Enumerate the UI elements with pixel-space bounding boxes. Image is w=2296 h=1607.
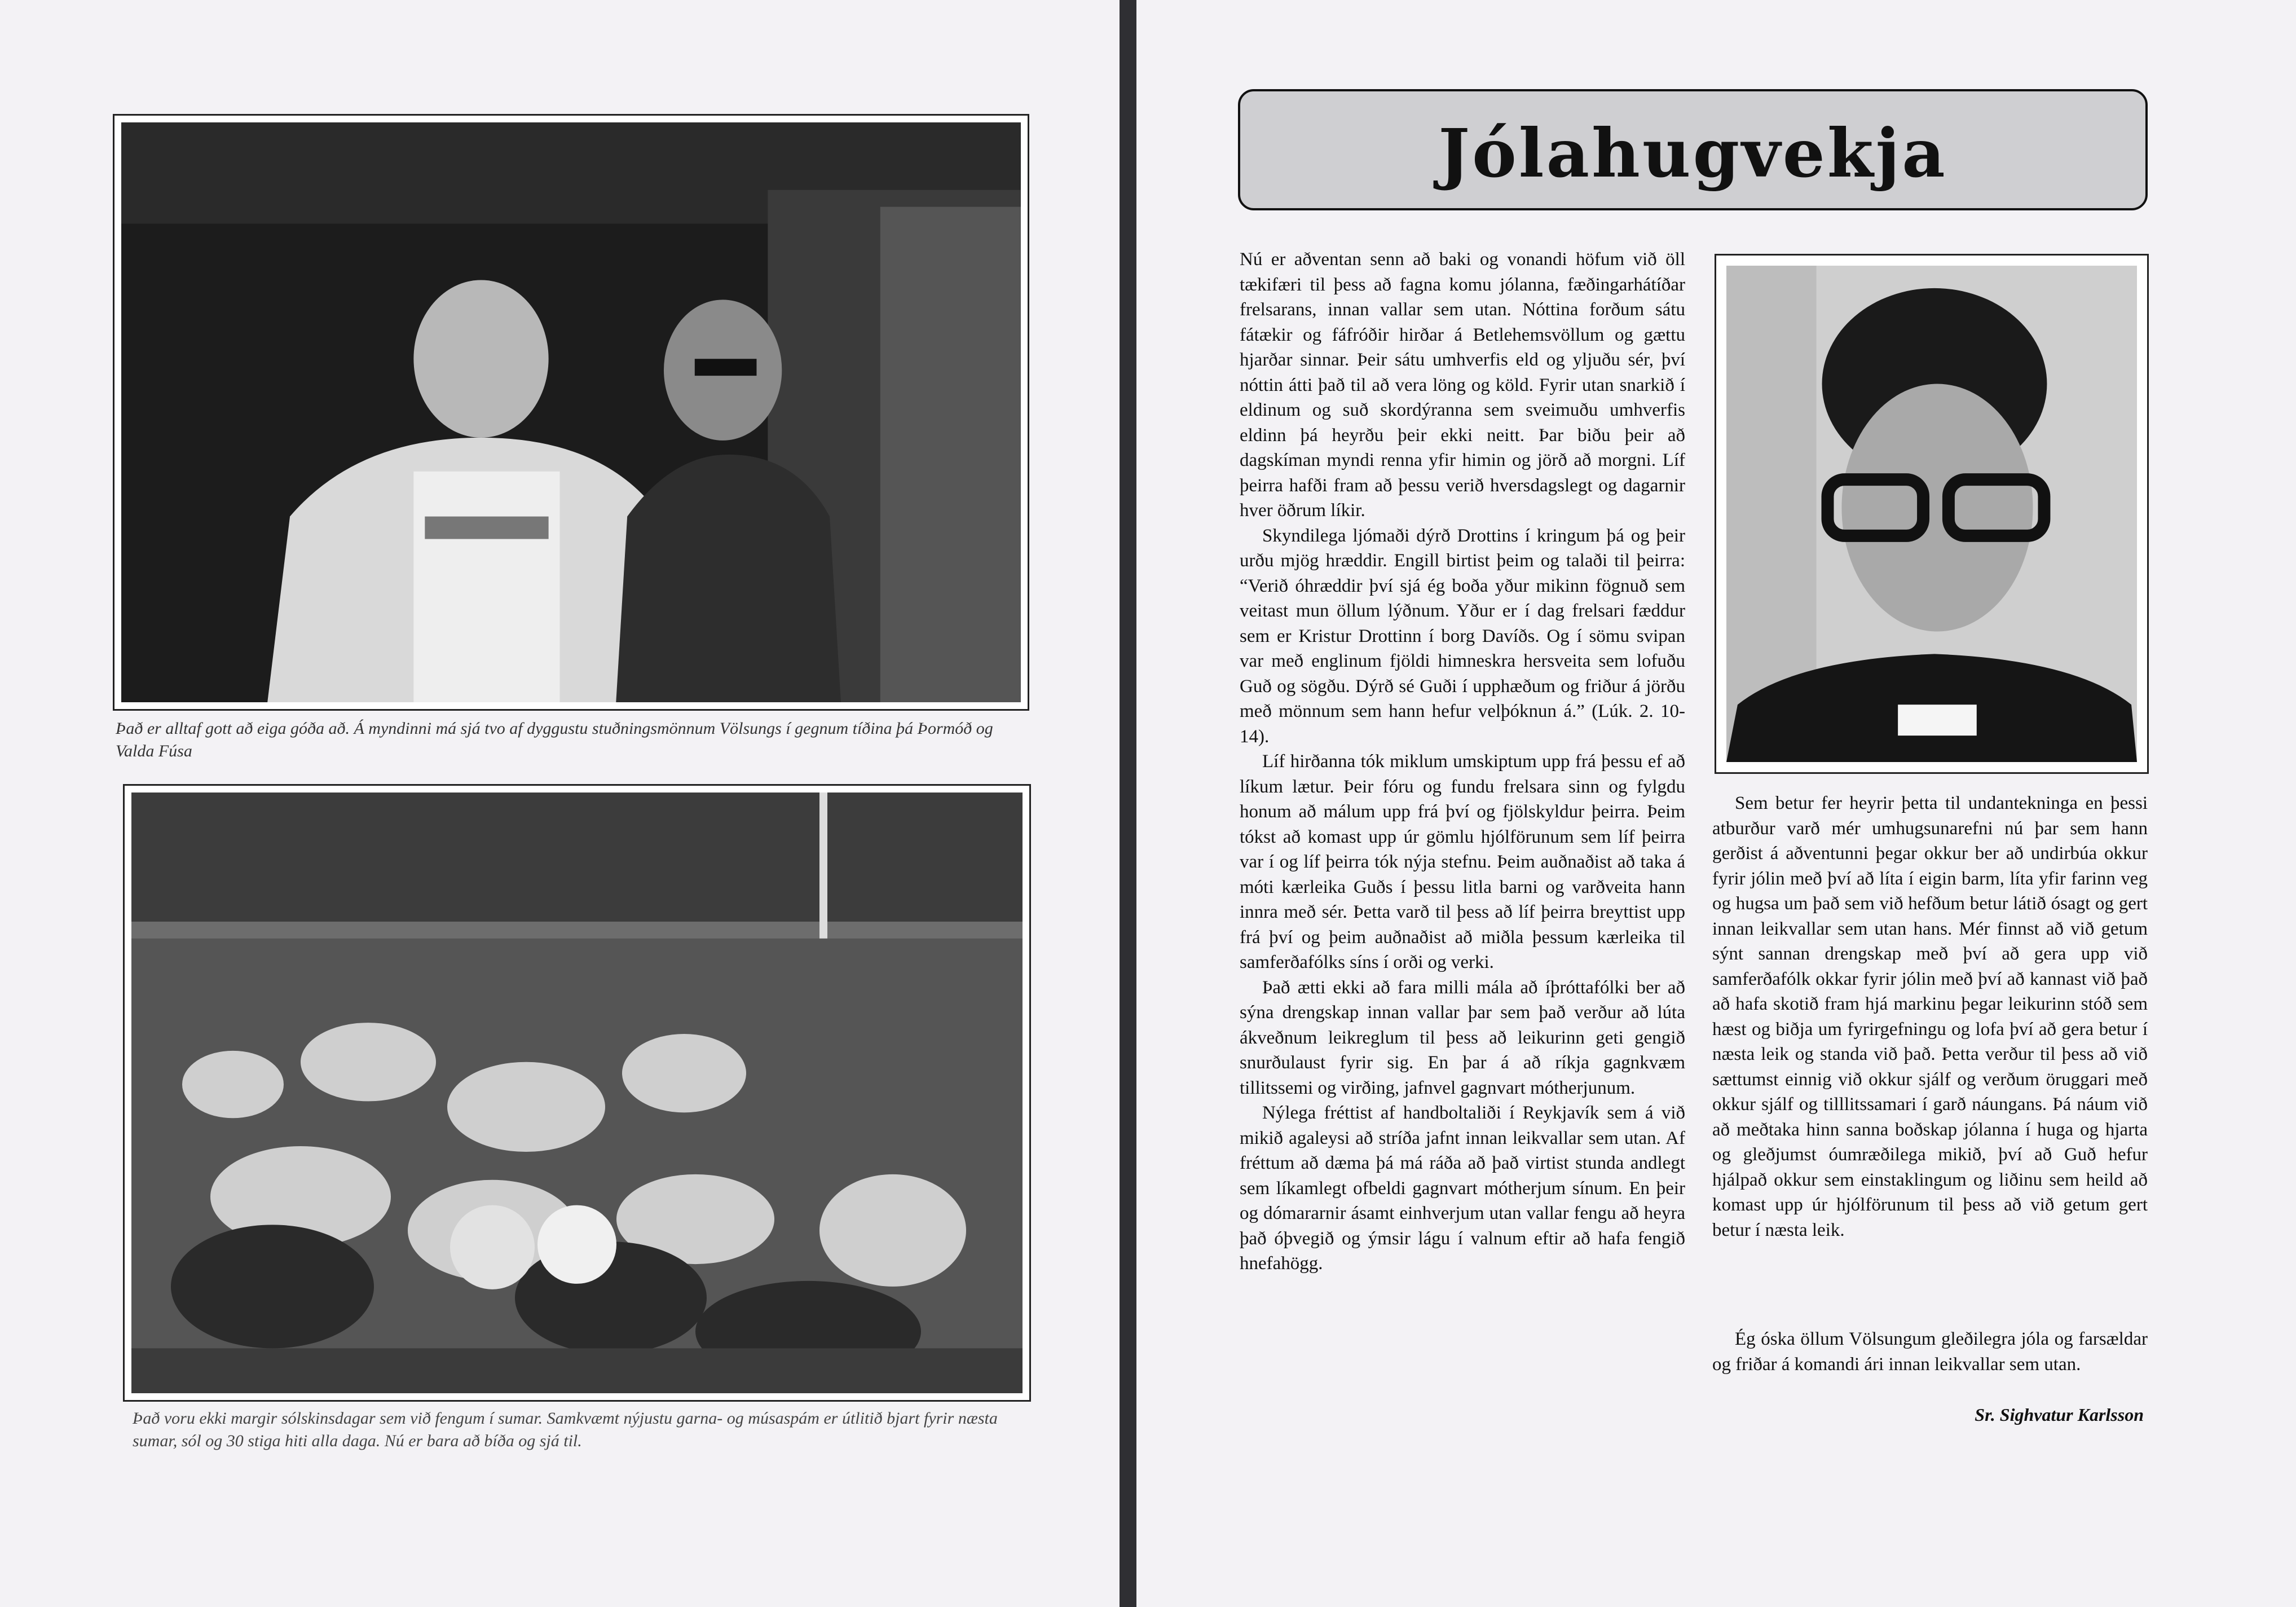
paragraph: Nú er aðventan senn að baki og vonandi höfum við öll tækifæri til þess að fagna komu jólanna, fæðingarhátíðar frelsarans, innan vallar sem utan. Nóttina forðum sátu fátækir og fáfróðir hirðar á Betlehemsvöllum og gættu hjarðar sinnar. Þeir sátu umhverfis eld og yljuðu sér, því nóttin átti það til að vera löng og köld. Fyrir utan snarkið í eldinum og suð skordýranna sem sveimuðu umhverfis eldinn þá heyrðu þeir ekki neitt. Þar biðu þeir að dagskíman myndi renna yfir himin og jörð að morgni. Líf þeirra hafði fram að þessu verið hversdagslegt og dagarnir hver öðrum líkir. bbox=[1240, 249, 1685, 521]
caption-bottom-photo: Það voru ekki margir sólskinsdagar sem við fengum í sumar. Samkvæmt nýjustu garna- og músaspám er útlitið bjart fyrir næsta sumar, sól og 30 stiga hiti alla daga. Nú er bara að bíða og sjá til. bbox=[133, 1409, 998, 1450]
photo-two-men bbox=[113, 114, 1029, 711]
article-column-left bbox=[1240, 247, 1685, 1276]
title-banner bbox=[1238, 89, 2148, 210]
paragraph: Líf hirðanna tók miklum umskiptum upp frá þessu ef að líkum lætur. Þeir fóru og fundu frelsara sinn og fylgdu honum að málum upp frá því og fjölskyldur þeirra. Þeim tókst að komast upp úr gömlu hjólförunum sem líf þeirra var í og líf þeirra tók nýja stefnu. Þeim auðnaðist að taka á móti kærleika Guðs í þessu litla barni og varðveita hann innra með sér. Þetta varð til þess að líf þeirra breyttist upp frá því og þeim auðnaðist að miðla þessum kærleika til samferðafólks síns í orði og verki. bbox=[1240, 751, 1685, 972]
christmas-greeting: Ég óska öllum Völsungum gleðilegra jóla og farsældar og friðar á komandi ári innan leikvallar sem utan. bbox=[1712, 1329, 2148, 1375]
article-column-right bbox=[1712, 791, 2148, 1243]
paragraph: Nýlega fréttist af handboltaliði í Reykjavík sem á við mikið agaleysi að stríða jafnt innan leikvallar sem utan. Af fréttum að dæma þá má ráða að það virtist stunda andlegt sem líkamlegt ofbeldi gagnvart mótherjum sínum. En þeir og dómararnir ásamt einhverjum utan vallar fengu að heyra það óþvegið og ýmsir lágu í valnum eftir að hafa fengið hnefahögg. bbox=[1240, 1103, 1685, 1274]
portrait-photo bbox=[1715, 254, 2149, 774]
paragraph: Það ætti ekki að fara milli mála að íþróttafólki ber að sýna drengskap innan vallar þar sem það verður að lúta ákveðnum leikreglum til þess að leikurinn geti gengið snurðulaust fyrir sig. En þar á að ríkja gagnkvæm tillitssemi og virðing, jafnvel gagnvart mótherjunum. bbox=[1240, 977, 1685, 1098]
portrait-image bbox=[1726, 266, 2137, 762]
photo-crowd bbox=[123, 784, 1031, 1402]
article-title: Jólahugvekja bbox=[1438, 114, 1947, 192]
paragraph: Skyndilega ljómaði dýrð Drottins í kringum þá og þeir urðu mjög hræddir. Engill birtist þeim og talaði til þeirra: “Verið óhræddir því sjá ég boða yður mikinn fögnuð sem veitast mun öllum lýðnum. Yður er í dag frelsari fæddur sem er Kristur Drottinn í borg Davíðs. Og í sömu svipan var með englinum fjöldi himneskra hersveita sem lofuðu Guð og sögðu. Dýrð sé Guði í upphæðum og friður á jörðu með mönnum sem hann hefur velþóknun á.” (Lúk. 2. 10-14). bbox=[1240, 525, 1685, 747]
caption-top-photo: Það er alltaf gott að eiga góða að. Á myndinni má sjá tvo af dyggustu stuðningsmönnum Völsungs í gegnum tíðina þá Þormóð og Valda Fúsa bbox=[116, 719, 993, 760]
author-signature: Sr. Sighvatur Karlsson bbox=[1975, 1405, 2144, 1425]
paragraph: Sem betur fer heyrir þetta til undantekninga en þessi atburður varð mér umhugsunarefni nú þar sem hann gerðist á aðventunni þegar okkur ber að undirbúa okkur fyrir jólin með því að líta í eigin barm, líta yfir farinn veg og hugsa um það sem við hefðum betur látið ósagt og gert innan leikvallar sem utan hans. Mér finnst að við getum sýnt sannan drengskap með því að gera upp við samferðafólk okkar fyrir jólin með því að kannast við það að hafa skotið fram hjá markinu þegar leikurinn stóð sem hæst og biðja um fyrirgefningu og lofa því að gera betur í næsta leik og standa við það. Þetta verður til þess að við sættumst einnig við okkur sjálf og verðum öruggari með okkur sjálf og tilllitssamari í garð náungans. Þá náum við að meðtaka hinn sanna boðskap jólanna í huga og hjarta og gleðjumst óumræðilega mikið, því að Guð hefur hjálpað okkur sem einstaklingum og liðinu sem heild að komast upp úr hjólförunum til þess að við getum gert betur í næsta leik. bbox=[1712, 793, 2148, 1240]
photo-crowd-image bbox=[131, 793, 1023, 1393]
photo-two-men-image bbox=[121, 122, 1021, 702]
